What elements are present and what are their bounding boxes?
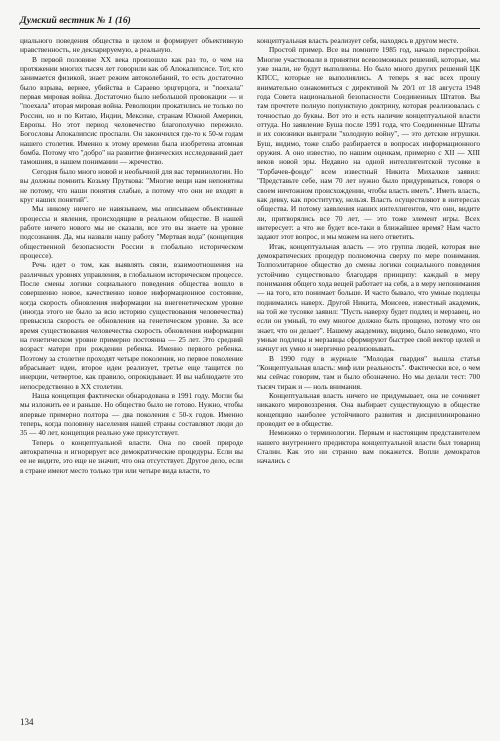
paragraph: Немножко о терминологии. Первым и настоящим представителем нашего внутреннего предиктора концептуальной власти был товарищ Сталин. Как это ни странно вам покажется. Вопли демократов начались с xyxy=(257,428,480,466)
paragraph: Наша концепция фактически обнародована в 1991 году. Могли бы мы изложить ее и раньше. Но общество было не готово. Нужно, чтобы впервые примерно полторa — два поколения с 50-х годов. Именно теперь, когда половину населения нашей страны составляют люди до 35 — 40 лет, концепция реально уже присутствует. xyxy=(20,391,243,438)
paragraph: Концептуальная власть ничего не придумывает, она не сочиняет никакого мировоззрения. Она выбирает существующую в обществе концепцию наиболее устойчивого развития и дисциплинированно проводит ее в обществе. xyxy=(257,391,480,429)
paragraph: Сегодня было много новой и необычной для вас терминологии. Но вы должны помнить Козьму Пруткова: "Многие вещи нам непонятны не потому, что наши понятия слабые, а потому что они не входят в круг наших понятий". xyxy=(20,166,243,204)
paragraph: Речь идет о том, как выявлять связи, взаимоотношения на различных уровнях управления, в глобальном историческом процессе. После смены логики социального поведения общества вошло в совершенно новое, качественно новое информационное состояние, когда скорость обновления информации на внегенетическом уровне (иногда этого не было за всю историю существования человечества) превысила скорость ее обновления на генетическом уровне. За все время существования человечества скорость обновления информации на генетическом уровне примерно постоянна — 25 лет. Это средний возраст матери при рождении ребенка. Именно первого ребенка. Поэтому за столетие проходят четыре поколения, но первое поколение вбрасывает идеи, второе идеи реализует, третье еще тащится по инерции, четвертое, как правило, опрокидывает. И вы наблюдаете это непосредственно в XX столетии. xyxy=(20,260,243,391)
page-number: 134 xyxy=(20,717,34,727)
paragraph: концептуальная власть реализует себя, находясь в другом месте. xyxy=(257,36,459,45)
paragraph: В 1990 году в журнале "Молодая гвардия" вышла статья "Концептуальная власть: миф или реальность". Фактически все, о чем мы сейчас говорим, там и было обозначено. Но мы делали тест: 700 тысяч тираж и — ноль внимания. xyxy=(257,353,480,391)
paragraph: Теперь о концептуальной власти. Она по своей природе автократична и игнорирует все демократические процедуры. Если вы ее не видите, это еще не значит, что она отсутствует. Другое дело, если в стране имеют место только три или четыре вида власти, то xyxy=(20,437,243,475)
text-columns xyxy=(20,36,480,706)
paragraph: циального поведения общества в целом и формирует объективную нравственность, не декларируемую, а реальную. xyxy=(20,36,243,55)
paragraph: Итак, концептуальная власть — это группа людей, которая вне демократических процедур полномочна сверху по мере понимания. Толпоэлитарное общество до смены логики социального поведения устойчиво существовало благодаря принципу: каждый в меру понимания общего хода вещей работает на себя, а в меру непонимания — на того, кто понимает больше. И часто бывало, что умные подлецы поднимались наверх. Другой Никита, Моисеев, известный академик, на той же тусовке заявил: "Пусть наверху будет подлец и мерзавец, но если он умный, то ему многое должно быть прощено, потому что он знает, что он делает". Нашему академику, видимо, было неведомо, что умные подлецы и мерзавцы сформируют быстрее свой вектор целей и начнут их умно и энергично реализовывать. xyxy=(257,241,480,354)
left-column xyxy=(20,36,243,706)
paragraph: Мы никому ничего не навязываем, мы описываем объективные процессы и явления, происходящие в реальном обществе. В нашей работе ничего нового мы не сказали, все это вы знаете на уровне подсознания. Да, мы назвали нашу работу "Мертвая вода" (концепция общественной безопасности России в глобально историческом процессе). xyxy=(20,204,243,260)
right-column xyxy=(257,36,480,706)
paragraph: Простой пример. Все вы помните 1985 год, начало перестройки. Многие участвовали в принятии всевозможных решений, которые, мы уже знали, не будут выполнены. Но было много других решений ЦК КПСС, которые не выполнялись. А теперь я вас всех прошу внимательно ознакомиться с директивой № 20/1 от 18 августа 1948 года Совета национальной безопасности Соединенных Штатов. Вы там прочтете полную попунктную доктрину, которая реализовалась с точностью до буквы. Вот это и есть наличие концептуальной власти оттуда. Но заявление Буша после 1991 года, что Соединенные Штаты и их союзники выиграли "холодную войну", — это детские игрушки. Буш, видимо, тоже слабо разбирается в вопросах информационного оружия. А оно известно, по нашим оценкам, примерно с XII — XIII веков новой эры. Недавно на одной интеллигентской тусовке в "Горбачев-фонде" всем известный Никита Михалков заявил: "Представьте себе, нам 70 лет нужно было придуриваться, говоря о своем ничтожном происхождении, чтобы власть иметь". Иметь власть, как девку, как проститутку, нельзя. Власть осуществляют в интересах общества. И потому заявления наших интеллигентов, что они, видите ли, притворялись все 70 лет, — это тоже элемент игры. Всех интересует: а что же будет все-таки в ближайшее время? Нам часто задают этот вопрос, и мы можем на него ответить. xyxy=(257,45,480,242)
running-header: Думский вестник № 1 (16) xyxy=(20,16,480,29)
paragraph: В первой половине XX века произошло как раз то, о чем на протяжении многих тысяч лет говорили как об Апокалипсисе. Тот, кто занимается физикой, знает режим автоколебаний, то есть достаточно было взрыва, вернее, убийства в Сараево эрцгерцога, и "поехала" первая мировая война. Достаточно было небольшой провокации — и "поехала" вторая мировая война. Революции прокатились не только по России, но и по Китаю, Индии, Мексике, странам Южной Америки, Европы. Но этот период человечество благополучно пережило. Богословы Апокалипсис проспали. Он закончился где-то к 50-м годам нашего столетия. Именно к этому времени была изобретена атомная бомба. Потому что "добро" на развитие физических исследований дает тамошняя, в нашем понимании — жречество. xyxy=(20,54,243,167)
